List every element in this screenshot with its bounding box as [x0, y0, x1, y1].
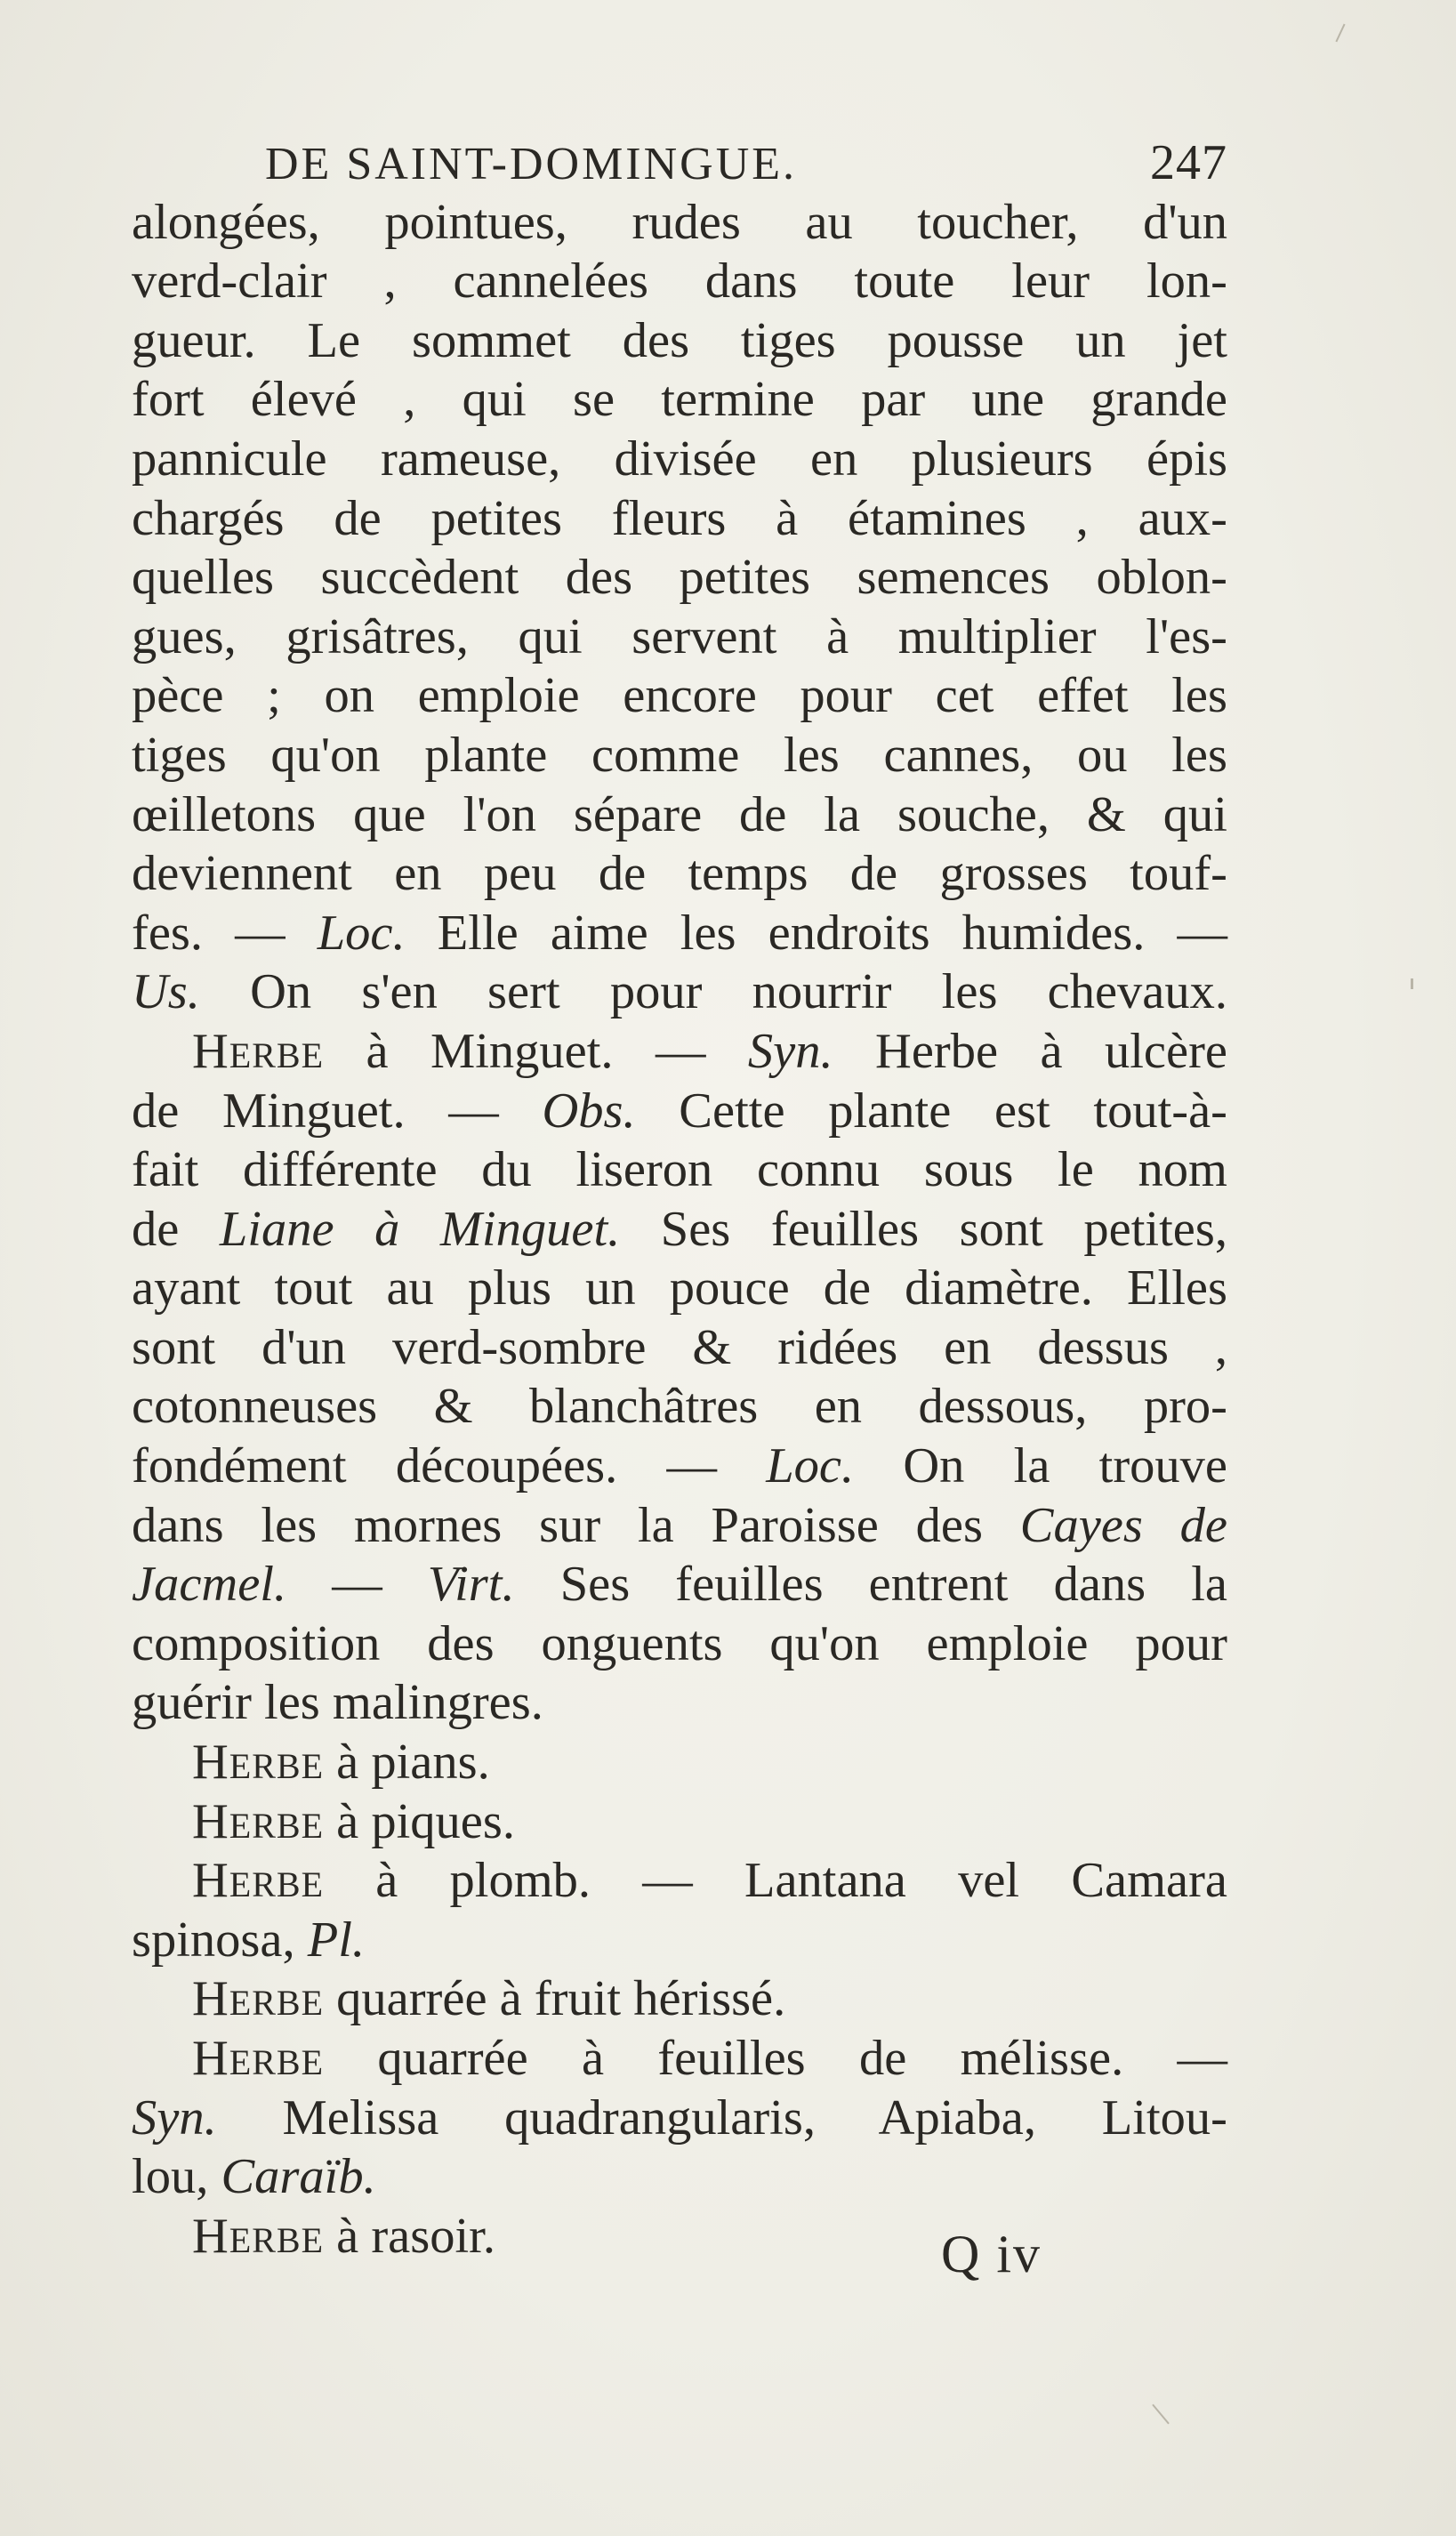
text-line: quelles succèdent des petites semences oblon-: [132, 550, 1227, 606]
page-text: [132, 133, 1227, 2266]
text-line: fort élevé , qui se termine par une grande: [132, 372, 1227, 428]
text-line: deviennent en peu de temps de grosses touf-: [132, 846, 1227, 902]
page-header: [132, 133, 1227, 193]
paper-blemish: [1335, 24, 1345, 43]
text-line: alongées, pointues, rudes au toucher, d'un: [132, 194, 1227, 250]
text-line: cotonneuses & blanchâtres en dessous, pro-: [132, 1379, 1227, 1435]
text-line: chargés de petites fleurs à étamines , aux-: [132, 490, 1227, 546]
text-line: gueur. Le sommet des tiges pousse un jet: [132, 312, 1227, 368]
paper-blemish: [1152, 2404, 1170, 2425]
text-line: composition des onguents qu'on emploie pour: [132, 1615, 1227, 1671]
text-line: fes. — Loc. Elle aime les endroits humides. —: [132, 905, 1227, 961]
text-line: verd-clair , cannelées dans toute leur lon-: [132, 254, 1227, 310]
text-line: de Liane à Minguet. Ses feuilles sont petites,: [132, 1201, 1227, 1257]
text-line: gues, grisâtres, qui servent à multiplier l'es-: [132, 608, 1227, 664]
text-line: dans les mornes sur la Paroisse des Cayes de: [132, 1497, 1227, 1553]
entry-herbe-quarree-fruit: Herbe quarrée à fruit hérissé.: [192, 1971, 786, 2027]
text-line: Us. On s'en sert pour nourrir les chevaux.: [132, 964, 1227, 1020]
text-line: œilletons que l'on sépare de la souche, & qui: [132, 786, 1227, 842]
text-line: pannicule rameuse, divisée en plusieurs épis: [132, 431, 1227, 487]
entry-herbe-a-rasoir: Herbe à rasoir.: [192, 2208, 496, 2264]
text-line: tiges qu'on plante comme les cannes, ou les: [132, 727, 1227, 783]
text-line: pèce ; on emploie encore pour cet effet les: [132, 668, 1227, 724]
entry-herbe-a-pians: Herbe à pians.: [192, 1735, 490, 1791]
entry-herbe-a-minguet: Herbe à Minguet. — Syn. Herbe à ulcère: [192, 1023, 1227, 1079]
entry-herbe-a-plomb: Herbe à plomb. — Lantana vel Camara: [192, 1853, 1227, 1909]
page-number: 247: [1150, 135, 1227, 190]
text-line: sont d'un verd-sombre & ridées en dessus ,: [132, 1319, 1227, 1375]
text-line: Syn. Melissa quadrangularis, Apiaba, Litou-: [132, 2089, 1227, 2146]
text-line: spinosa, Pl.: [132, 1912, 366, 1968]
entry-herbe-a-piques: Herbe à piques.: [192, 1793, 515, 1849]
text-line: Jacmel. — Virt. Ses feuilles entrent dans la: [132, 1557, 1228, 1613]
running-head: DE SAINT-DOMINGUE.: [265, 139, 798, 189]
text-line: fait différente du liseron connu sous le nom: [132, 1142, 1227, 1198]
paper-blemish: [1411, 978, 1413, 989]
text-line: fondément découpées. — Loc. On la trouve: [132, 1438, 1227, 1494]
entry-herbe-quarree-melisse: Herbe quarrée à feuilles de mélisse. —: [192, 2031, 1227, 2086]
text-line: lou, Caraïb.: [132, 2149, 376, 2205]
text-line: ayant tout au plus un pouce de diamètre. Elles: [132, 1260, 1227, 1316]
text-line: de Minguet. — Obs. Cette plante est tout-à-: [132, 1083, 1227, 1139]
signature-mark: Q iv: [941, 2225, 1042, 2283]
text-line: guérir les malingres.: [132, 1675, 543, 1731]
